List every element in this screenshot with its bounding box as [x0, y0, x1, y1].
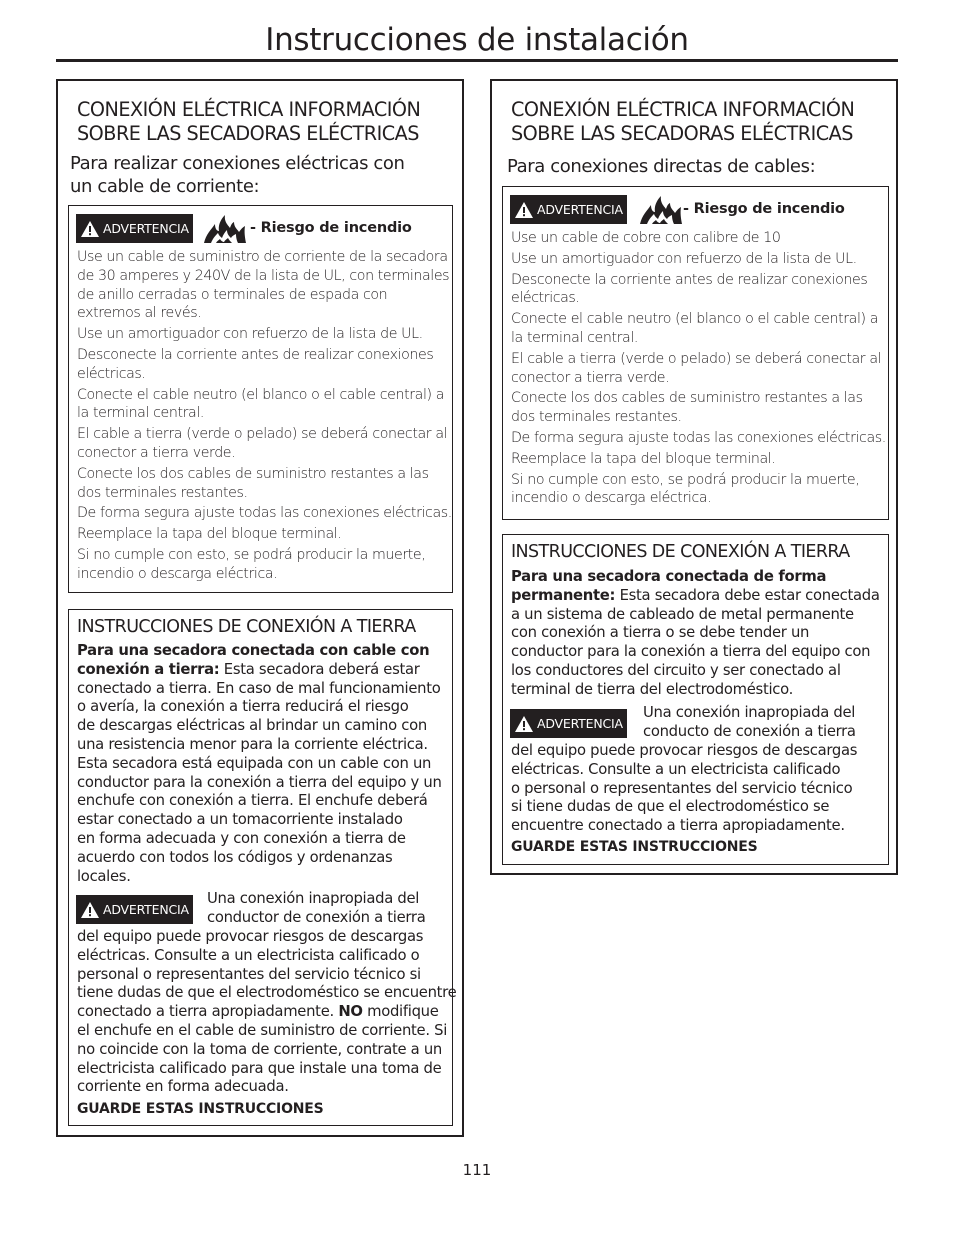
warning-badge — [76, 895, 193, 924]
fire-icon — [203, 214, 247, 244]
warning-triangle-icon — [80, 901, 100, 919]
grounding-line: una resistencia menor para la corriente eléctrica. — [77, 735, 428, 753]
warning-line: eléctricas. — [511, 290, 580, 307]
grounding-line: estar conectado a un tomacorriente instalado — [77, 811, 403, 829]
grounding-line: acuerdo con todos los códigos y ordenanzas — [77, 848, 393, 866]
right-warning-text — [511, 229, 886, 508]
save-instructions: GUARDE ESTAS INSTRUCCIONES — [511, 839, 758, 855]
warning-line: Use un amortiguador con refuerzo de la lista de UL. — [77, 326, 423, 343]
grounding-heading: INSTRUCCIONES DE CONEXIÓN A TIERRA — [511, 542, 850, 562]
warning-line: conector a tierra verde. — [77, 444, 236, 461]
grounding-line: a un sistema de cableado de metal permanente — [511, 605, 854, 623]
grounding-bold-label: conexión a tierra: — [77, 660, 220, 678]
left-warning-text — [77, 248, 452, 584]
grounding-line: locales. — [77, 867, 131, 885]
warning-line: si tiene dudas de que el electrodoméstico se — [511, 798, 830, 816]
grounding-line: en forma adecuada y con conexión a tierra de — [77, 829, 406, 847]
title-rule — [56, 59, 898, 62]
warning-label: ADVERTENCIA — [537, 716, 623, 731]
warning-line: incendio o descarga eléctrica. — [511, 490, 712, 507]
grounding-line: conectado a tierra. En caso de mal funcionamiento — [77, 679, 441, 697]
warning-line: Conecte el cable neutro (el blanco o el cable central) a — [77, 386, 445, 403]
warning-line: Desconecte la corriente antes de realizar conexiones — [511, 271, 868, 288]
warning-line: conectado a tierra apropiadamente. — [77, 1003, 339, 1021]
grounding-line: terminal de tierra del electrodoméstico. — [511, 680, 794, 698]
warning-line: o personal o representantes del servicio técnico — [511, 779, 853, 797]
warning-line: Si no cumple con esto, se podrá producir la muerte, — [511, 471, 860, 488]
warning-line: personal o representantes del servicio técnico si — [77, 965, 421, 983]
warning-line: del equipo puede provocar riesgos de descargas — [77, 928, 424, 945]
warning-line: incendio o descarga eléctrica. — [77, 565, 278, 582]
right-subheading: Para conexiones directas de cables: — [507, 156, 816, 177]
left-column — [56, 79, 464, 1137]
warning-line: la terminal central. — [511, 329, 638, 346]
warning-line: Use un amortiguador con refuerzo de la lista de UL. — [511, 250, 857, 267]
warning-line: del equipo puede provocar riesgos de descargas — [511, 742, 858, 759]
warning-line: El cable a tierra (verde o pelado) se deberá conectar al — [511, 350, 882, 367]
warning-label: ADVERTENCIA — [537, 202, 623, 217]
left-subheading: Para realizar conexiones eléctricas con un cable de corriente: — [70, 153, 405, 197]
warning-line: El cable a tierra (verde o pelado) se deberá conectar al — [77, 426, 448, 443]
fire-icon — [639, 195, 683, 225]
warning-line: encuentre conectado a tierra apropiadamente. — [511, 817, 845, 835]
right-section-heading: CONEXIÓN ELÉCTRICA INFORMACIÓN SOBRE LAS SECADORAS ELÉCTRICAS — [511, 98, 855, 145]
warning-line: de 30 amperes y 240V de la lista de UL, con terminales — [77, 267, 450, 284]
warning-line: Conecte los dos cables de suministro restantes a las — [511, 390, 863, 407]
grounding-bold-label: permanente: — [511, 586, 616, 604]
right-grounding-box — [502, 534, 889, 865]
warning-line: modifique — [362, 1003, 439, 1021]
warning-line: Una conexión inapropiada del — [643, 704, 856, 721]
warning-line: dos terminales restantes. — [511, 409, 682, 426]
warning-line: tiene dudas de que el electrodoméstico se encuentre — [77, 984, 457, 1002]
warning-line: corriente en forma adecuada. — [77, 1078, 289, 1096]
grounding-line: Esta secadora debe estar conectada — [615, 586, 880, 604]
grounding-line: enchufe con conexión a tierra. El enchufe deberá — [77, 792, 428, 810]
warning-side-text — [207, 890, 426, 928]
grounding-line: Esta secadora deberá estar — [219, 660, 420, 678]
warning-line: Conecte el cable neutro (el blanco o el cable central) a — [511, 311, 879, 328]
warning-label: ADVERTENCIA — [103, 902, 189, 917]
fire-risk-label: - Riesgo de incendio — [250, 220, 412, 236]
grounding-bold-line: Para una secadora conectada con cable con — [77, 642, 430, 659]
warning-emphasis: NO — [338, 1003, 363, 1021]
warning-line: el enchufe en el cable de suministro de corriente. Si — [77, 1021, 448, 1039]
warning-line: Conecte los dos cables de suministro restantes a las — [77, 465, 429, 482]
warning-line: eléctricas. Consulte a un electricista calificado — [511, 760, 841, 778]
warning-badge — [76, 214, 193, 243]
right-fire-warning-box — [502, 186, 889, 520]
warning-line: Si no cumple con esto, se podrá producir la muerte, — [77, 546, 426, 563]
warning-triangle-icon — [514, 715, 534, 733]
left-grounding-warning-text — [77, 928, 456, 1097]
warning-line: conductor de conexión a tierra — [207, 908, 426, 926]
warning-line: Una conexión inapropiada del — [207, 890, 420, 907]
right-column — [490, 79, 898, 875]
fire-risk-label: - Riesgo de incendio — [683, 201, 845, 217]
grounding-line: o avería, la conexión a tierra reducirá el riesgo — [77, 698, 409, 716]
save-instructions: GUARDE ESTAS INSTRUCCIONES — [77, 1101, 324, 1117]
right-grounding-warning-text — [511, 742, 857, 836]
warning-line: Reemplace la tapa del bloque terminal. — [511, 450, 776, 467]
page-title: Instrucciones de instalación — [265, 22, 689, 58]
warning-line: extremos al revés. — [77, 305, 202, 322]
warning-triangle-icon — [80, 220, 100, 238]
warning-triangle-icon — [514, 201, 534, 219]
grounding-heading: INSTRUCCIONES DE CONEXIÓN A TIERRA — [77, 617, 416, 637]
warning-side-text — [643, 704, 856, 742]
left-fire-warning-box — [68, 205, 453, 593]
grounding-line: los conductores del circuito y ser conectado al — [511, 661, 841, 679]
warning-line: electricista calificado para que instale una toma de — [77, 1059, 442, 1077]
warning-badge — [510, 709, 627, 738]
grounding-line: conductor para la conexión a tierra del equipo y un — [77, 773, 442, 791]
grounding-line: con conexión a tierra o se debe tender un — [511, 624, 810, 642]
warning-line: de anillo cerradas o terminales de espada con — [77, 286, 388, 303]
left-section-heading: CONEXIÓN ELÉCTRICA INFORMACIÓN SOBRE LAS SECADORAS ELÉCTRICAS — [77, 98, 421, 145]
left-grounding-box — [68, 609, 457, 1126]
warning-badge — [510, 195, 627, 224]
warning-line: De forma segura ajuste todas las conexiones eléctricas. — [511, 429, 886, 446]
grounding-line: conductor para la conexión a tierra del equipo con — [511, 643, 871, 661]
grounding-line: de descargas eléctricas al brindar un camino con — [77, 717, 427, 735]
warning-line: De forma segura ajuste todas las conexiones eléctricas. — [77, 505, 452, 522]
warning-line: Desconecte la corriente antes de realizar conexiones — [77, 346, 434, 363]
warning-line: dos terminales restantes. — [77, 484, 248, 501]
grounding-bold-line: Para una secadora conectada de forma — [511, 568, 827, 585]
warning-label: ADVERTENCIA — [103, 221, 189, 236]
warning-line: eléctricas. — [77, 365, 146, 382]
grounding-text — [511, 568, 880, 700]
page-number: 111 — [462, 1161, 492, 1179]
grounding-text — [77, 642, 442, 886]
warning-line: conducto de conexión a tierra — [643, 722, 856, 740]
warning-line: Use un cable de cobre con calibre de 10 — [511, 230, 781, 246]
warning-line: Use un cable de suministro de corriente de la secadora — [77, 249, 448, 265]
warning-line: conector a tierra verde. — [511, 369, 670, 386]
grounding-line: Esta secadora está equipada con un cable con un — [77, 754, 432, 772]
warning-line: Reemplace la tapa del bloque terminal. — [77, 526, 342, 543]
warning-line: no coincide con la toma de corriente, contrate a un — [77, 1040, 443, 1058]
warning-line: eléctricas. Consulte a un electricista calificado o — [77, 946, 420, 964]
warning-line: la terminal central. — [77, 405, 204, 422]
